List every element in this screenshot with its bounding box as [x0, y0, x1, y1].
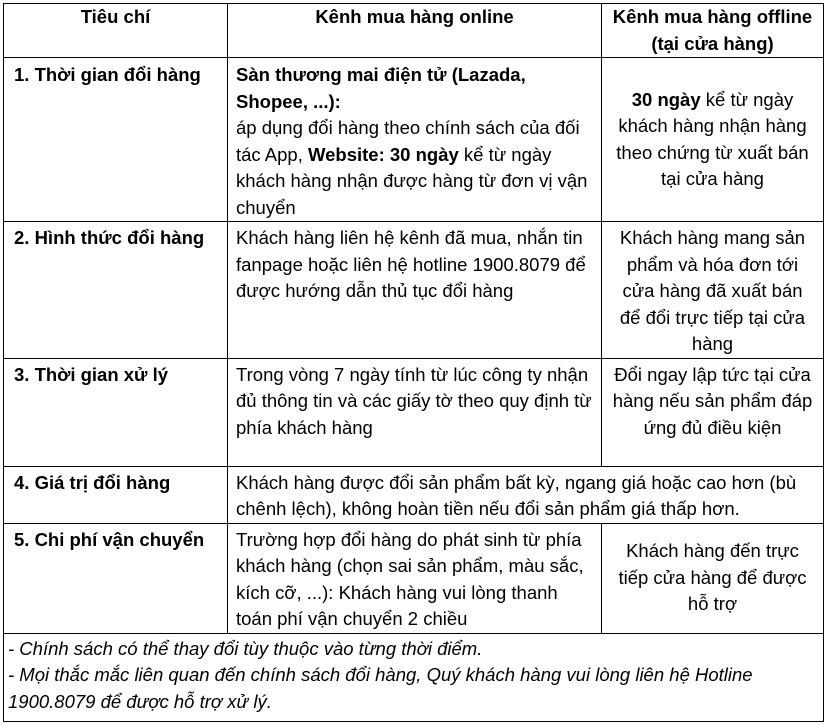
criterion-cell: 2. Hình thức đổi hàng — [4, 222, 228, 359]
notes-row — [4, 633, 824, 722]
merged-cell: Khách hàng được đổi sản phẩm bất kỳ, ngang giá hoặc cao hơn (bù chênh lệch), không hoàn tiền nếu đổi sản phẩm giá thấp hơn. — [228, 466, 824, 523]
online-text2: kể từ ngày khách hàng nhận được hàng từ đơn vị vận chuyển — [236, 143, 588, 218]
offline-bold: 30 ngày — [631, 88, 701, 110]
header-offline — [602, 4, 824, 58]
table-row — [4, 466, 824, 523]
online-cell — [228, 58, 602, 222]
header-offline-line2: (tại cửa hàng) — [651, 32, 774, 54]
online-bold-intro: Sàn thương mai điện tử (Lazada, Shopee, ...): — [236, 64, 526, 112]
online-text1: áp dụng đổi hàng theo chính sách của đối tác App, — [236, 117, 580, 165]
offline-text: kể từ ngày khách hàng nhận hàng theo chứng từ xuất bán tại cửa hàng — [616, 88, 809, 189]
online-cell: Trường hợp đổi hàng do phát sinh từ phía khách hàng (chọn sai sản phẩm, màu sắc, kích cỡ, ...): Khách hàng vui lòng thanh toán phí vận chuyển 2 chiều — [228, 523, 602, 633]
notes-cell — [4, 633, 824, 722]
exchange-policy-table — [3, 3, 824, 722]
online-bold-website: Website: 30 ngày — [308, 143, 459, 165]
table-row — [4, 358, 824, 466]
note-1: - Chính sách có thể thay đổi tùy thuộc vào từng thời điểm. — [8, 637, 483, 659]
table-row — [4, 523, 824, 633]
offline-cell: Khách hàng mang sản phẩm và hóa đơn tới cửa hàng đã xuất bán để đổi trực tiếp tại cửa hàng — [602, 222, 824, 359]
header-criteria: Tiêu chí — [4, 4, 228, 58]
criterion-cell: 3. Thời gian xử lý — [4, 358, 228, 466]
header-online: Kênh mua hàng online — [228, 4, 602, 58]
table-row — [4, 58, 824, 222]
note-2: - Mọi thắc mắc liên quan đến chính sách đổi hàng, Quý khách hàng vui lòng liên hệ Hotline 1900.8079 để được hỗ trợ xử lý. — [8, 664, 753, 712]
header-offline-line1: Kênh mua hàng offline — [612, 6, 813, 27]
table-header-row — [4, 4, 824, 58]
criterion-cell: 5. Chi phí vận chuyển — [4, 523, 228, 633]
offline-cell: Khách hàng đến trực tiếp cửa hàng để được hỗ trợ — [602, 523, 824, 633]
criterion-cell: 1. Thời gian đổi hàng — [4, 58, 228, 222]
offline-cell: Đổi ngay lập tức tại cửa hàng nếu sản phẩm đáp ứng đủ điều kiện — [602, 358, 824, 466]
criterion-cell: 4. Giá trị đổi hàng — [4, 466, 228, 523]
table-row — [4, 222, 824, 359]
offline-cell — [602, 58, 824, 222]
online-cell: Khách hàng liên hệ kênh đã mua, nhắn tin fanpage hoặc liên hệ hotline 1900.8079 để được hướng dẫn thủ tục đổi hàng — [228, 222, 602, 359]
online-cell: Trong vòng 7 ngày tính từ lúc công ty nhận đủ thông tin và các giấy tờ theo quy định từ phía khách hàng — [228, 358, 602, 466]
